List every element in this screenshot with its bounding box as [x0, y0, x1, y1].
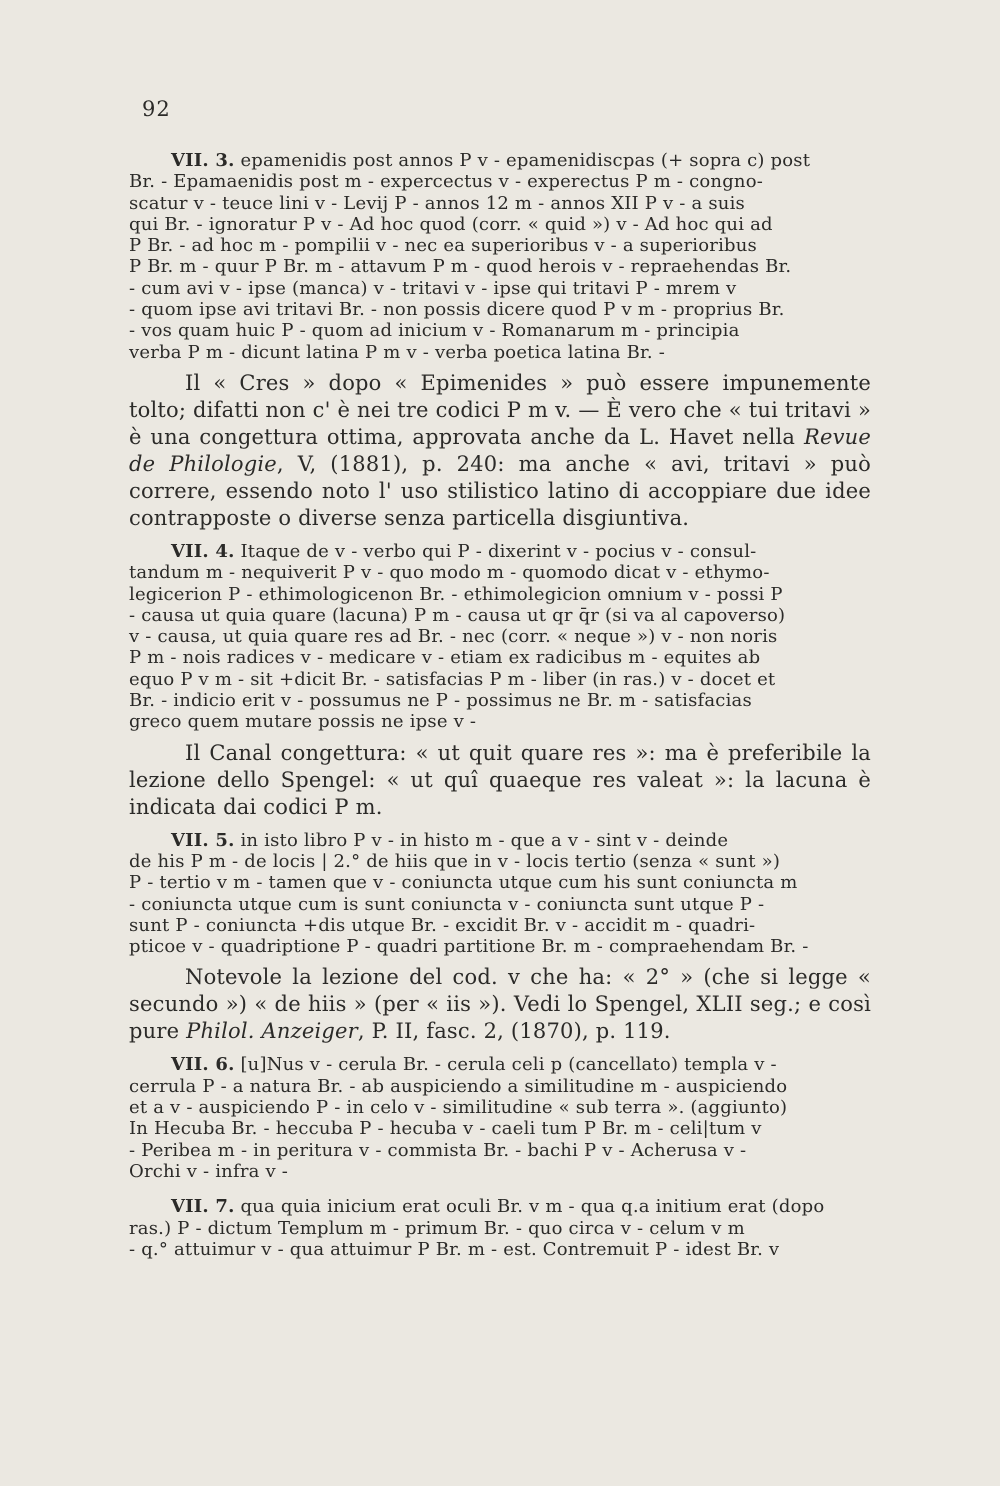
note-line: de his P m - de locis | 2.° de hiis que in v - locis tertio (senza « sunt »)	[129, 850, 781, 872]
note-line: scatur v - teuce lini v - Levij P - annos 12 m - annos XII P v - a suis	[129, 192, 745, 214]
note-line: ras.) P - dictum Templum m - primum Br. - quo circa v - celum v m	[129, 1217, 745, 1239]
note-line: qui Br. - ignoratur P v - Ad hoc quod (corr. « quid ») v - Ad hoc qui ad	[129, 213, 773, 235]
note-line: equo P v m - sit +dicit Br. - satisfacias P m - liber (in ras.) v - docet et	[129, 668, 776, 690]
note-line: Br. - indicio erit v - possumus ne P - possimus ne Br. m - satisfacias	[129, 690, 752, 712]
note-line: VII. 7. qua quia inicium erat oculi Br. v m - qua q.a initium erat (dopo	[171, 1196, 825, 1218]
ref-label: VII. 3.	[171, 150, 235, 171]
note-block-vii-5	[129, 830, 871, 958]
note-line: VII. 4. Itaque de v - verbo qui P - dixerint v - pocius v - consul-	[171, 540, 757, 562]
note-line: In Hecuba Br. - heccuba P - hecuba v - caeli tum P Br. m - celi|tum v	[129, 1118, 762, 1140]
note-line: - vos quam huic P - quom ad inicium v - Romanarum m - principia	[129, 320, 740, 342]
commentary-vii-4: Il Canal congettura: « ut quit quare res »: ma è preferibile la lezione dello Spengel: « ut quî quaeque res valeat »: la lacuna è indicata dai codici P m.	[129, 740, 871, 819]
ref-label: VII. 6.	[171, 1054, 235, 1076]
note-line: P Br. m - quur P Br. m - attavum P m - quod herois v - repraehendas Br.	[129, 256, 792, 278]
note-block-vii-3	[129, 150, 871, 363]
journal-title: Revue de Philologie	[129, 424, 871, 476]
note-line: VII. 3. epamenidis post annos P v - epamenidiscpas (+ sopra c) post	[171, 150, 811, 171]
note-line: - causa ut quia quare (lacuna) P m - causa ut qr q̄r (si va al capoverso)	[129, 604, 786, 626]
note-line: verba P m - dicunt latina P m v - verba poetica latina Br. -	[129, 341, 666, 363]
note-line: VII. 6. [u]Nus v - cerula Br. - cerula celi p (cancellato) templa v -	[171, 1054, 777, 1076]
note-line: - q.° attuimur v - qua attuimur P Br. m - est. Contremuit P - idest Br. v	[129, 1238, 780, 1260]
note-line: P - tertio v m - tamen que v - coniuncta utque cum his sunt coniuncta m	[129, 872, 798, 894]
ref-label: VII. 4.	[171, 540, 235, 562]
note-block-vii-7	[129, 1196, 871, 1260]
journal-title: Philol. Anzeiger	[186, 1019, 358, 1044]
note-line: greco quem mutare possis ne ipse v -	[129, 711, 477, 733]
note-line: sunt P - coniuncta +dis utque Br. - excidit Br. v - accidit m - quadri-	[129, 914, 756, 936]
note-line: - coniuncta utque cum is sunt coniuncta v - coniuncta sunt utque P -	[129, 893, 765, 915]
note-block-vii-4	[129, 541, 871, 733]
commentary-vii-5: Notevole la lezione del cod. v che ha: « 2° » (che si legge « secundo ») « de hiis » (per « iis »). Vedi lo Spengel, XLII seg.; e così pure Philol. Anzeiger, P. II, fasc. 2, (1870), p. 119.	[129, 965, 871, 1044]
note-block-vii-6	[129, 1054, 871, 1182]
commentary-vii-3: Il « Cres » dopo « Epimenides » può essere impunemente tolto; difatti non c' è nei tre codici P m v. — È vero che « tui tritavi » è una congettura ottima, approvata anche da L. Havet nella Revue de Philologie, V, (1881), p. 240: ma anche « avi, tritavi » può correre, essendo noto l' uso stilistico latino di accoppiare due idee contrapposte o diverse senza particella disgiuntiva.	[129, 370, 871, 530]
text-block	[129, 150, 871, 1260]
note-line: et a v - auspiciendo P - in celo v - similitudine « sub terra ». (aggiunto)	[129, 1097, 788, 1119]
note-line: - quom ipse avi tritavi Br. - non possis dicere quod P v m - proprius Br.	[129, 299, 785, 321]
page-number: 92	[142, 97, 171, 121]
note-line: Orchi v - infra v -	[129, 1160, 289, 1182]
ref-label: VII. 5.	[171, 829, 235, 851]
note-line: v - causa, ut quia quare res ad Br. - nec (corr. « neque ») v - non noris	[129, 626, 778, 648]
note-line: pticoe v - quadriptione P - quadri partitione Br. m - compraehendam Br. -	[129, 936, 809, 958]
note-line: - Peribea m - in peritura v - commista Br. - bachi P v - Acherusa v -	[129, 1139, 747, 1161]
note-line: - cum avi v - ipse (manca) v - tritavi v - ipse qui tritavi P - mrem v	[129, 277, 737, 299]
note-line: tandum m - nequiverit P v - quo modo m - quomodo dicat v - ethymo-	[129, 562, 770, 584]
note-line: P Br. - ad hoc m - pompilii v - nec ea superioribus v - a superioribus	[129, 235, 757, 257]
note-line: cerrula P - a natura Br. - ab auspiciendo a similitudine m - auspiciendo	[129, 1075, 788, 1097]
note-line: P m - nois radices v - medicare v - etiam ex radicibus m - equites ab	[129, 647, 761, 669]
note-line: legicerion P - ethimologicenon Br. - ethimolegicion omnium v - possi P	[129, 583, 783, 605]
ref-label: VII. 7.	[171, 1196, 235, 1218]
note-line: VII. 5. in isto libro P v - in histo m - que a v - sint v - deinde	[171, 829, 729, 851]
note-line: Br. - Epamaenidis post m - expercectus v - experectus P m - congno-	[129, 171, 764, 193]
